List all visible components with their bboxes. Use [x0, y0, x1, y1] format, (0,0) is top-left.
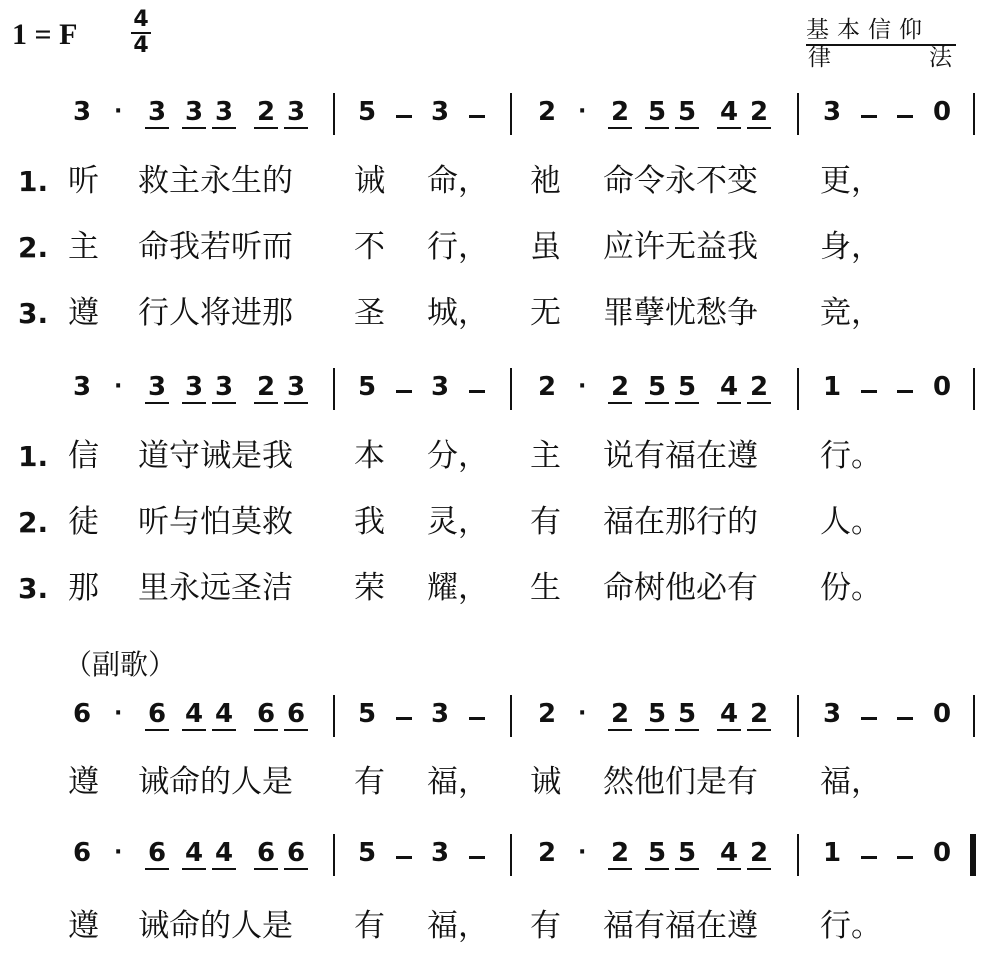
- lyric-syllables: 荣: [354, 570, 385, 606]
- extension-dash: [396, 390, 412, 393]
- category-subtitle-left: 律: [808, 45, 831, 71]
- lyric-syllables: 我: [354, 504, 385, 540]
- lyric-syllables: 应许无益我: [603, 229, 758, 265]
- note: 5: [645, 838, 669, 870]
- note: 4: [717, 699, 741, 731]
- lyric-line: [0, 161, 993, 205]
- lyric-syllables: 有: [354, 764, 385, 800]
- extension-dash: [861, 856, 877, 859]
- category-subtitle-right: 法: [929, 45, 952, 71]
- lyric-syllables: 行，: [427, 229, 489, 265]
- lyric-line: [0, 436, 993, 480]
- note: 3: [212, 97, 236, 129]
- extension-dash: [469, 856, 485, 859]
- verse-number: 1.: [18, 440, 49, 473]
- note: 0: [932, 97, 952, 127]
- lyric-syllables: 更，: [820, 163, 882, 199]
- lyric-line: [0, 906, 993, 950]
- time-signature-bottom: 4: [133, 33, 149, 58]
- barline: [510, 695, 512, 737]
- augmentation-dot: ·: [114, 99, 123, 124]
- note: 6: [284, 838, 308, 870]
- note: 6: [72, 699, 92, 729]
- lyric-line: [0, 502, 993, 546]
- time-signature: [128, 8, 154, 58]
- extension-dash: [897, 717, 913, 720]
- note: 4: [212, 838, 236, 870]
- lyric-syllables: 福在那行的: [603, 504, 758, 540]
- barline: [797, 834, 799, 876]
- lyric-syllables: 虽: [530, 229, 561, 265]
- augmentation-dot: ·: [114, 701, 123, 726]
- lyric-syllables: 有: [354, 908, 385, 944]
- note: 3: [430, 372, 450, 402]
- note: 4: [182, 838, 206, 870]
- barline: [797, 368, 799, 410]
- note: 5: [675, 372, 699, 404]
- note: 5: [357, 838, 377, 868]
- extension-dash: [861, 390, 877, 393]
- note: 0: [932, 372, 952, 402]
- verse-number: 2.: [18, 231, 49, 264]
- lyric-syllables: 然他们是有: [603, 764, 758, 800]
- lyric-syllables: 命树他必有: [603, 570, 758, 606]
- key-signature: 1 = F: [12, 18, 78, 51]
- lyric-syllables: 救主永生的: [138, 163, 293, 199]
- note: 5: [675, 699, 699, 731]
- lyric-syllables: 遵: [68, 764, 99, 800]
- final-barline: [970, 834, 976, 876]
- barline: [973, 368, 975, 410]
- lyric-syllables: 命我若听而: [138, 229, 293, 265]
- note: 3: [212, 372, 236, 404]
- note: 3: [72, 372, 92, 402]
- lyric-syllables: 耀，: [427, 570, 489, 606]
- lyric-syllables: 那: [68, 570, 99, 606]
- extension-dash: [469, 717, 485, 720]
- note: 2: [537, 838, 557, 868]
- note: 3: [284, 372, 308, 404]
- lyric-syllables: 竞，: [820, 295, 882, 331]
- lyric-syllables: 诫命的人是: [138, 764, 293, 800]
- extension-dash: [861, 717, 877, 720]
- note: 5: [645, 699, 669, 731]
- note: 0: [932, 838, 952, 868]
- augmentation-dot: ·: [578, 374, 587, 399]
- lyric-syllables: 身，: [820, 229, 882, 265]
- note: 2: [254, 97, 278, 129]
- lyric-line: [0, 568, 993, 612]
- note: 3: [430, 838, 450, 868]
- lyric-syllables: 行人将进那: [138, 295, 293, 331]
- extension-dash: [897, 856, 913, 859]
- note: 2: [608, 97, 632, 129]
- lyric-syllables: 行。: [820, 438, 882, 474]
- note: 3: [430, 699, 450, 729]
- extension-dash: [469, 390, 485, 393]
- augmentation-dot: ·: [578, 840, 587, 865]
- verse-number: 2.: [18, 506, 49, 539]
- lyric-syllables: 福，: [427, 908, 489, 944]
- note: 4: [717, 838, 741, 870]
- augmentation-dot: ·: [578, 99, 587, 124]
- note: 5: [675, 838, 699, 870]
- augmentation-dot: ·: [114, 374, 123, 399]
- note: 4: [717, 97, 741, 129]
- barline: [510, 368, 512, 410]
- barline: [333, 93, 335, 135]
- note: 1: [822, 372, 842, 402]
- verse-number: 3.: [18, 297, 49, 330]
- chorus-label: （副歌）: [64, 648, 177, 681]
- note: 5: [357, 372, 377, 402]
- note: 6: [254, 699, 278, 731]
- barline: [510, 93, 512, 135]
- lyric-syllables: 人。: [820, 504, 882, 540]
- note: 3: [430, 97, 450, 127]
- lyric-syllables: 命，: [427, 163, 489, 199]
- note: 3: [822, 699, 842, 729]
- barline: [973, 695, 975, 737]
- lyric-syllables: 徒: [68, 504, 99, 540]
- note: 2: [537, 699, 557, 729]
- note: 4: [717, 372, 741, 404]
- lyric-syllables: 主: [68, 229, 99, 265]
- lyric-syllables: 份。: [820, 570, 882, 606]
- lyric-syllables: 遵: [68, 908, 99, 944]
- note: 5: [645, 372, 669, 404]
- lyric-syllables: 主: [530, 438, 561, 474]
- note: 2: [537, 97, 557, 127]
- note: 5: [357, 699, 377, 729]
- barline: [333, 834, 335, 876]
- lyric-line: [0, 227, 993, 271]
- augmentation-dot: ·: [114, 840, 123, 865]
- note: 3: [145, 97, 169, 129]
- lyric-syllables: 说有福在遵: [603, 438, 758, 474]
- category-subtitle: [806, 46, 956, 71]
- notation-row: [0, 93, 993, 143]
- note: 3: [182, 97, 206, 129]
- lyric-syllables: 听: [68, 163, 99, 199]
- note: 6: [145, 838, 169, 870]
- lyric-syllables: 福，: [427, 764, 489, 800]
- verse-number: 1.: [18, 165, 49, 198]
- note: 2: [537, 372, 557, 402]
- barline: [333, 695, 335, 737]
- category-title: 基本信仰: [806, 18, 956, 46]
- note: 6: [284, 699, 308, 731]
- lyric-syllables: 有: [530, 908, 561, 944]
- lyric-syllables: 灵，: [427, 504, 489, 540]
- barline: [797, 695, 799, 737]
- note: 3: [284, 97, 308, 129]
- lyric-syllables: 行。: [820, 908, 882, 944]
- lyric-syllables: 诫命的人是: [138, 908, 293, 944]
- barline: [510, 834, 512, 876]
- lyric-syllables: 祂: [530, 163, 561, 199]
- note: 2: [747, 372, 771, 404]
- extension-dash: [861, 115, 877, 118]
- extension-dash: [897, 115, 913, 118]
- lyric-syllables: 遵: [68, 295, 99, 331]
- note: 3: [822, 97, 842, 127]
- lyric-syllables: 福，: [820, 764, 882, 800]
- lyric-syllables: 有: [530, 504, 561, 540]
- note: 5: [675, 97, 699, 129]
- note: 3: [182, 372, 206, 404]
- note: 2: [608, 372, 632, 404]
- extension-dash: [396, 717, 412, 720]
- lyric-syllables: 里永远圣洁: [138, 570, 293, 606]
- lyric-syllables: 命令永不变: [603, 163, 758, 199]
- extension-dash: [396, 856, 412, 859]
- lyric-syllables: 不: [354, 229, 385, 265]
- notation-row: [0, 695, 993, 745]
- hymn-category: [806, 18, 956, 71]
- note: 2: [747, 699, 771, 731]
- lyric-syllables: 本: [354, 438, 385, 474]
- lyric-syllables: 圣: [354, 295, 385, 331]
- note: 2: [254, 372, 278, 404]
- note: 5: [645, 97, 669, 129]
- note: 2: [608, 838, 632, 870]
- lyric-syllables: 诫: [530, 764, 561, 800]
- note: 2: [608, 699, 632, 731]
- lyric-line: [0, 762, 993, 806]
- lyric-syllables: 生: [530, 570, 561, 606]
- note: 2: [747, 97, 771, 129]
- note: 1: [822, 838, 842, 868]
- barline: [973, 93, 975, 135]
- notation-row: [0, 834, 993, 884]
- note: 3: [145, 372, 169, 404]
- note: 3: [72, 97, 92, 127]
- time-signature-top: 4: [133, 7, 149, 32]
- extension-dash: [396, 115, 412, 118]
- lyric-syllables: 分，: [427, 438, 489, 474]
- lyric-syllables: 福有福在遵: [603, 908, 758, 944]
- extension-dash: [897, 390, 913, 393]
- verse-number: 3.: [18, 572, 49, 605]
- lyric-syllables: 罪孽忧愁争: [603, 295, 758, 331]
- note: 6: [145, 699, 169, 731]
- lyric-syllables: 道守诫是我: [138, 438, 293, 474]
- augmentation-dot: ·: [578, 701, 587, 726]
- note: 4: [212, 699, 236, 731]
- barline: [797, 93, 799, 135]
- notation-row: [0, 368, 993, 418]
- note: 0: [932, 699, 952, 729]
- lyric-syllables: 听与怕莫救: [138, 504, 293, 540]
- lyric-syllables: 信: [68, 438, 99, 474]
- lyric-syllables: 无: [530, 295, 561, 331]
- note: 2: [747, 838, 771, 870]
- lyric-syllables: 诫: [354, 163, 385, 199]
- lyric-syllables: 城，: [427, 295, 489, 331]
- note: 6: [254, 838, 278, 870]
- note: 5: [357, 97, 377, 127]
- lyric-line: [0, 293, 993, 337]
- extension-dash: [469, 115, 485, 118]
- barline: [333, 368, 335, 410]
- note: 6: [72, 838, 92, 868]
- note: 4: [182, 699, 206, 731]
